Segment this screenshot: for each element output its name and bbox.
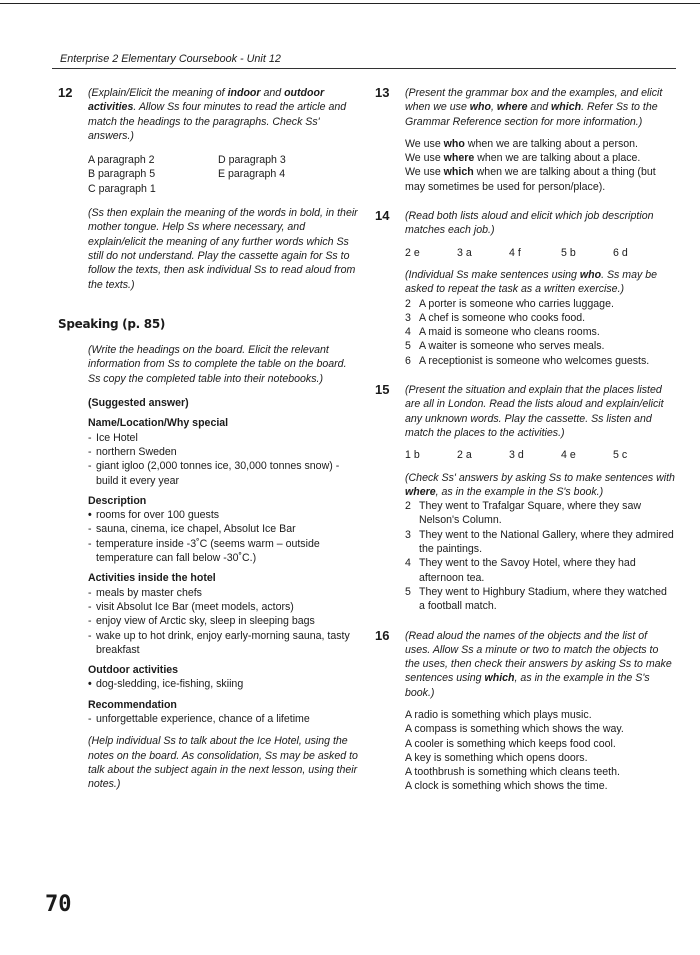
answer-options [88, 153, 358, 196]
exercise-13 [375, 86, 675, 194]
speaking-instruction: (Write the headings on the board. Elicit the relevant information from Ss to complete the table on the board. Ss copy the completed table into their notebooks.) [88, 344, 347, 385]
option: A paragraph 2 [88, 154, 155, 167]
option: E paragraph 4 [218, 168, 286, 181]
exercise-14 [375, 209, 675, 368]
exercise-12 [58, 86, 358, 292]
answer: 2 a [457, 449, 472, 462]
running-header: Enterprise 2 Elementary Coursebook - Unit 12 [60, 53, 281, 65]
option: B paragraph 5 [88, 168, 156, 181]
list-item: A clock is something which shows the time. [405, 780, 608, 793]
answer-key [405, 246, 675, 260]
list-item: A toothbrush is something which cleans teeth. [405, 766, 620, 779]
answer: 4 f [509, 246, 521, 259]
list-item: 4 A maid is someone who cleans rooms. [405, 326, 600, 339]
exercise-number: 14 [375, 208, 390, 224]
list-item: - northern Sweden [88, 445, 358, 459]
list-item: - visit Absolut Ice Bar (meet models, actors) [88, 600, 358, 614]
right-column [375, 86, 675, 794]
exercise-instruction: (Explain/Elicit the meaning of indoor and outdoor activities. Allow Ss four minutes to read the article and match the headings to the paragraphs. Check Ss' answers.) [88, 87, 347, 142]
answer: 6 d [613, 246, 628, 259]
exercise-number: 16 [375, 627, 390, 643]
exercise-instruction: (Read aloud the names of the objects and the list of uses. Allow Ss a minute or two to match the objects to the uses, then check their answers by asking Ss to make sentences using which, as in the example in the S's book.) [405, 629, 672, 699]
list-item: - sauna, cinema, ice chapel, Absolut Ice Bar [88, 522, 358, 536]
page-number: 70 [45, 892, 72, 917]
table-heading: Description [88, 494, 147, 507]
teacher-note: (Check Ss' answers by asking Ss to make sentences with where, as in the example in the S's book.) [405, 471, 675, 498]
table-list [88, 586, 358, 657]
left-column [58, 86, 358, 791]
list-item: 5 A waiter is someone who serves meals. [405, 340, 605, 353]
list-item: - wake up to hot drink, enjoy early-morning sauna, tasty breakfast [88, 629, 358, 658]
list-item: - Ice Hotel [88, 431, 358, 445]
example-sentences [405, 499, 675, 613]
top-border [0, 3, 700, 4]
teacher-note: (Ss then explain the meaning of the words in bold, in their mother tongue. Help Ss where necessary, and explain/elicit the meaning of any further words which Ss still do not understand. Play the cassette again for Ss to follow the texts, then ask individual Ss to read aloud from the texts.) [88, 207, 358, 291]
table-list [88, 677, 358, 691]
list-item: 3 A chef is someone who cooks food. [405, 311, 586, 324]
header-rule [52, 68, 676, 69]
table-heading: Name/Location/Why special [88, 417, 229, 430]
list-item: • rooms for over 100 guests [88, 508, 358, 522]
option: D paragraph 3 [218, 154, 286, 167]
list-item: - unforgettable experience, chance of a lifetime [88, 712, 358, 726]
list-item: A key is something which opens doors. [405, 751, 588, 764]
grammar-examples [405, 137, 675, 194]
exercise-number: 15 [375, 382, 390, 398]
exercise-number: 12 [58, 85, 73, 100]
list-item: - giant igloo (2,000 tonnes ice, 30,000 tonnes snow) - build it every year [88, 459, 358, 488]
answer: 3 a [457, 246, 472, 259]
teacher-note: (Help individual Ss to talk about the Ice Hotel, using the notes on the board. As consolidation, Ss may be asked to talk about the subject again in the next lesson, using their notes.) [88, 735, 358, 791]
suggested-answer-label: (Suggested answer) [88, 397, 189, 410]
answer: 1 b [405, 449, 420, 462]
list-item: - temperature inside -3˚C (seems warm – outside temperature can fall below -30˚C.) [88, 537, 358, 566]
table-list [88, 508, 358, 565]
list-item: 2 They went to Trafalgar Square, where they saw Nelson's Column. [405, 500, 641, 527]
speaking-section [58, 343, 358, 791]
exercise-instruction: (Present the grammar box and the examples, and elicit when we use who, where and which. Refer Ss to the Grammar Reference section for more information.) [405, 87, 663, 128]
grammar-line: We use where when we are talking about a place. [405, 152, 641, 165]
table-list [88, 431, 358, 488]
exercise-number: 13 [375, 85, 390, 100]
answer-key [405, 448, 675, 462]
list-item: 5 They went to Highbury Stadium, where they watched a football match. [405, 585, 667, 613]
list-item: 3 They went to the National Gallery, where they admired the paintings. [405, 528, 674, 556]
list-item: 6 A receptionist is someone who welcomes guests. [405, 354, 650, 367]
answer: 4 e [561, 449, 576, 462]
teacher-note: (Individual Ss make sentences using who. Ss may be asked to repeat the task as a written exercise.) [405, 268, 658, 296]
grammar-line: We use which when we are talking about a thing (but may sometimes be used for person/place). [405, 166, 656, 193]
table-list [88, 712, 358, 726]
exercise-16 [375, 629, 675, 794]
example-sentences [405, 708, 675, 794]
option: C paragraph 1 [88, 182, 156, 195]
list-item: A compass is something which shows the way. [405, 723, 624, 736]
table-heading: Recommendation [88, 698, 177, 711]
answer: 3 d [509, 449, 524, 462]
list-item: 4 They went to the Savoy Hotel, where they had afternoon tea. [405, 557, 636, 584]
list-item: - meals by master chefs [88, 586, 358, 600]
table-heading: Outdoor activities [88, 664, 179, 677]
example-sentences [405, 297, 675, 368]
list-item: 2 A porter is someone who carries luggage. [405, 297, 614, 310]
answer: 5 c [613, 449, 628, 462]
list-item: A radio is something which plays music. [405, 708, 592, 721]
speaking-heading: Speaking (p. 85) [58, 316, 166, 331]
list-item: A cooler is something which keeps food cool. [405, 737, 616, 750]
exercise-instruction: (Read both lists aloud and elicit which job description matches each job.) [405, 210, 654, 237]
table-heading: Activities inside the hotel [88, 572, 216, 585]
grammar-line: We use who when we are talking about a person. [405, 137, 639, 150]
list-item: • dog-sledding, ice-fishing, skiing [88, 677, 358, 691]
list-item: - enjoy view of Arctic sky, sleep in sleeping bags [88, 614, 358, 628]
exercise-instruction: (Present the situation and explain that the places listed are all in London. Read the lists aloud and explain/elicit any unknown words. Play the cassette. Ss listen and match the places to the activities.) [405, 384, 664, 439]
answer: 5 b [561, 246, 576, 259]
exercise-15 [375, 383, 675, 613]
answer: 2 e [405, 246, 420, 259]
